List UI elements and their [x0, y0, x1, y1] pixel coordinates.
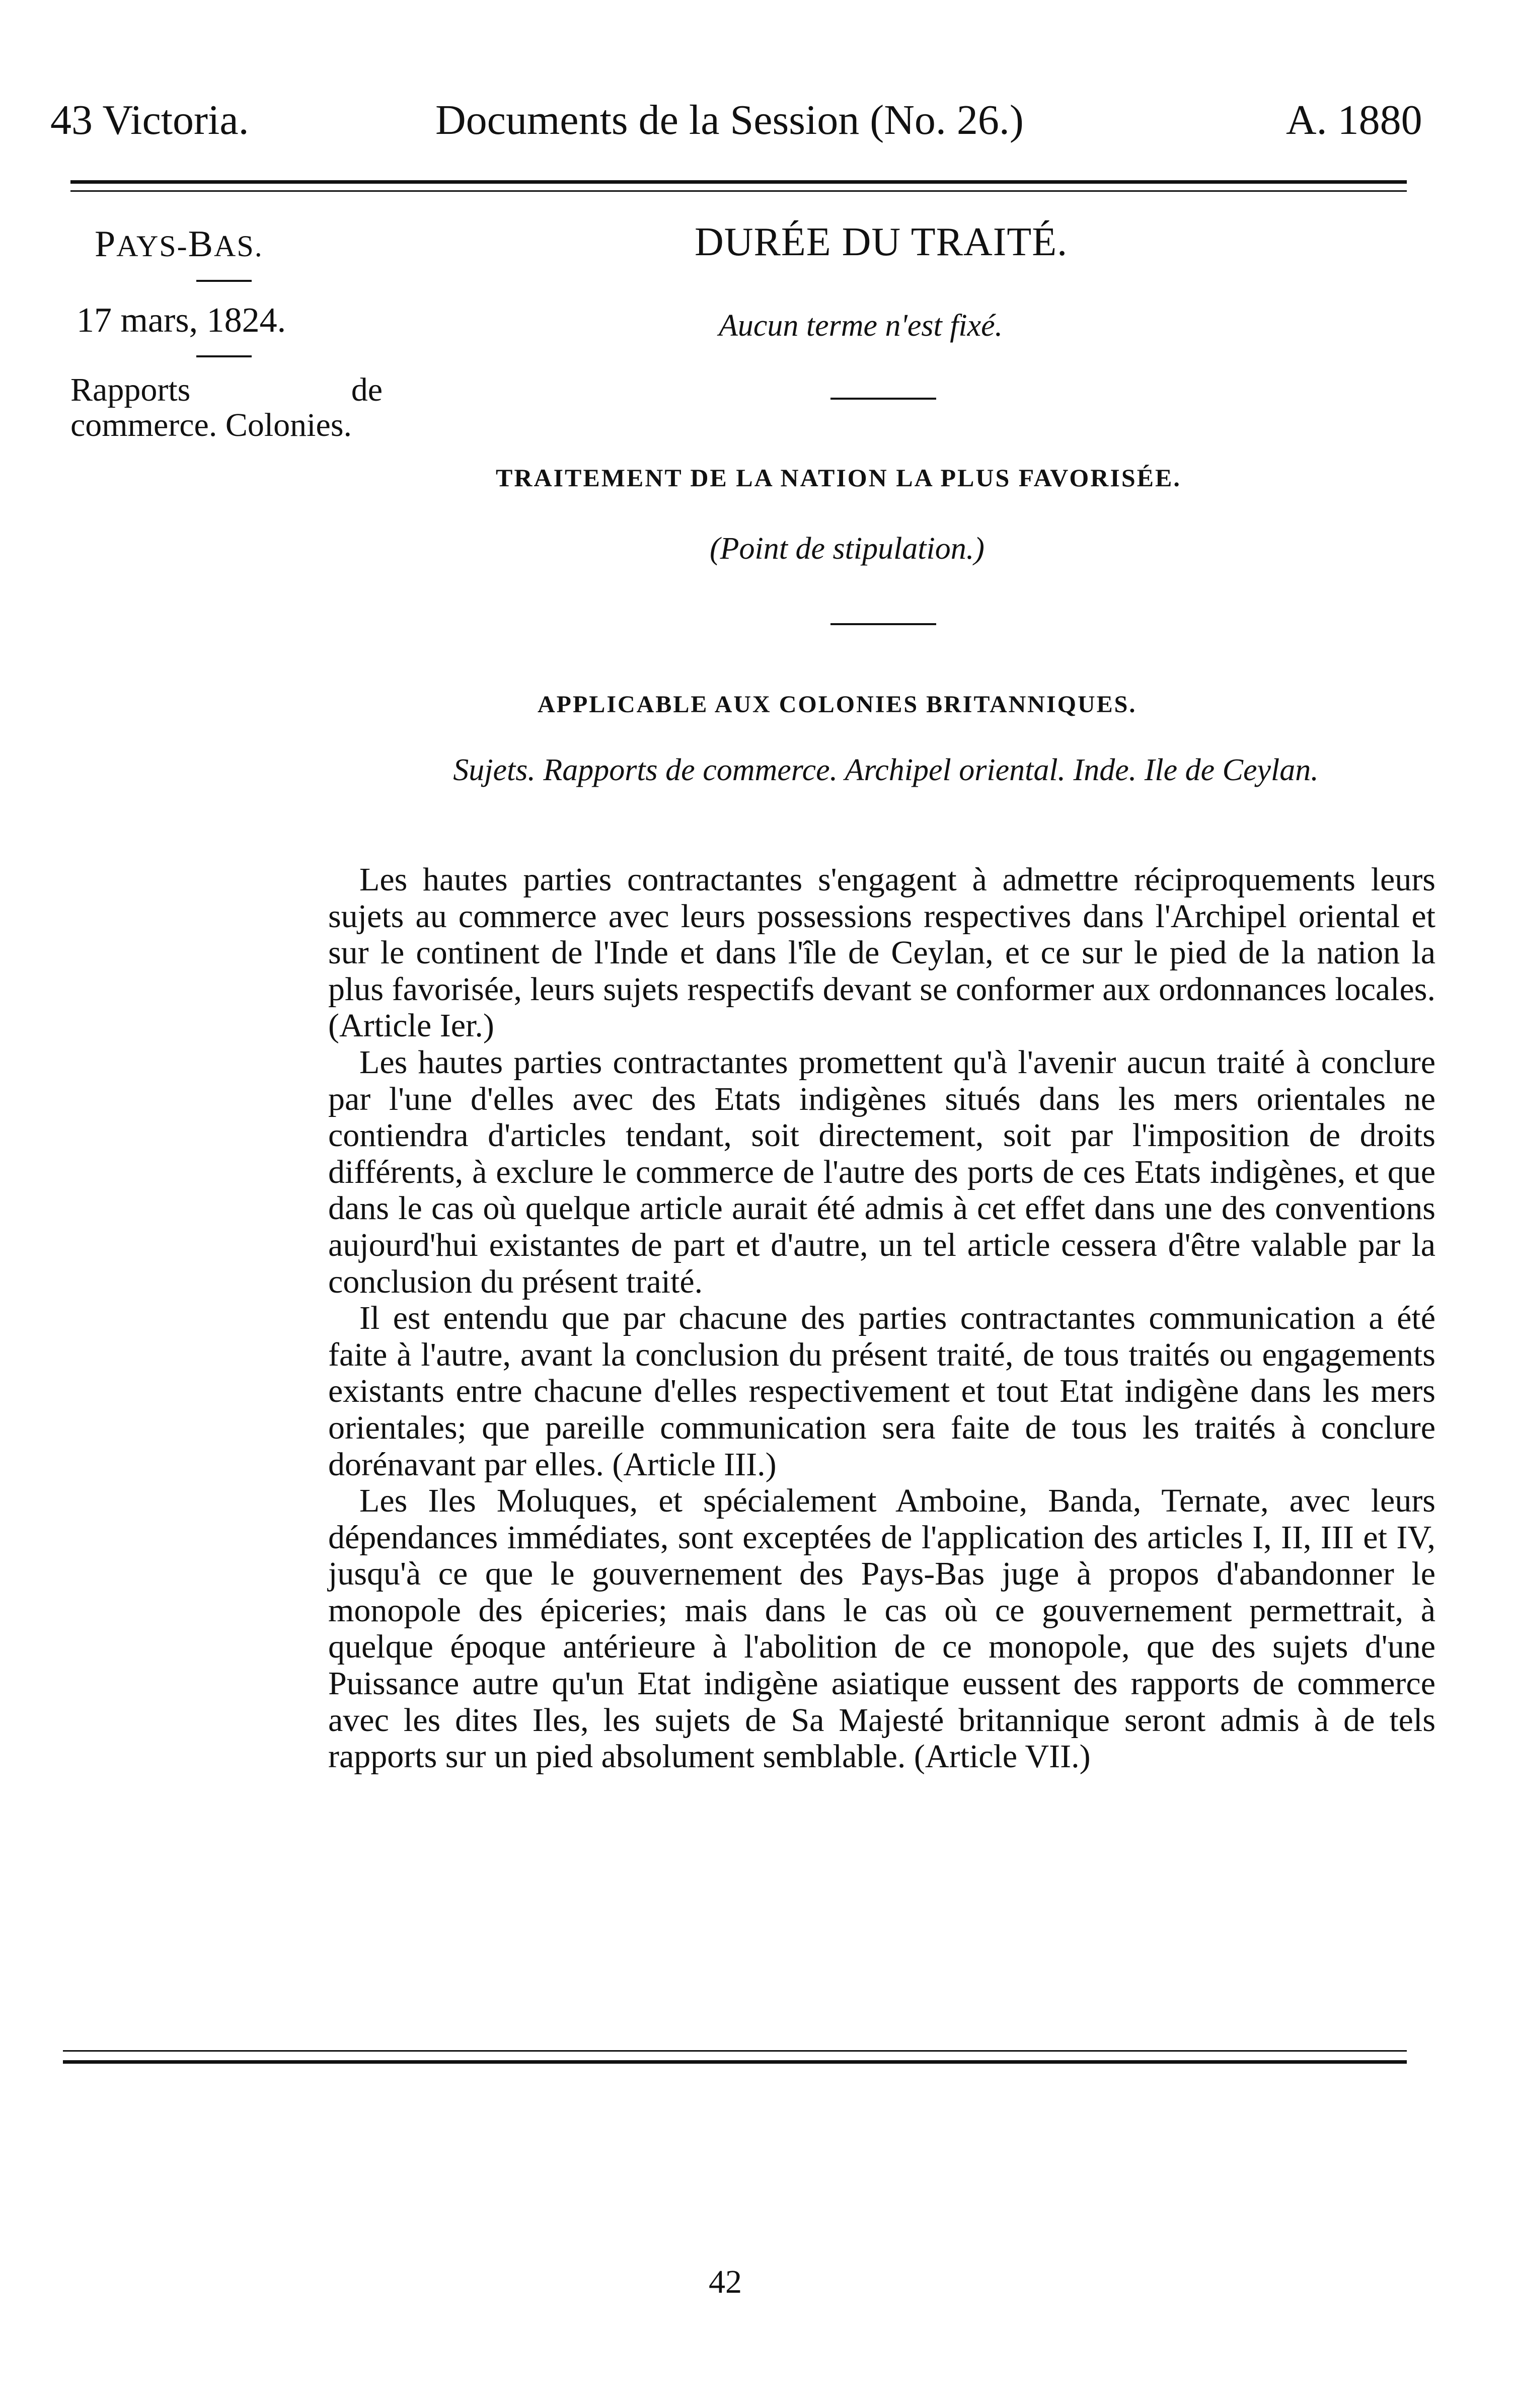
section-divider — [830, 623, 936, 625]
page-number: 42 — [709, 2264, 742, 2300]
header-volume: 43 Victoria. — [50, 97, 249, 143]
colonies-subjects: Sujets. Rapports de commerce. Archipel oriental. Inde. Ile de Ceylan. — [453, 753, 1319, 787]
footer-rule-thin — [63, 2050, 1407, 2052]
header-title: Documents de la Session (No. 26.) — [435, 97, 1024, 143]
footer-rule-thick — [63, 2060, 1407, 2064]
paragraph: Les hautes parties contractantes promettent qu'à l'avenir aucun traité à conclure par l'une d'elles avec des Etats indigènes situés dans les mers orientales ne contiendra d'articles tendant, soit directement, soit par l'imposition de droits différents, à exclure le commerce de l'autre des ports de ces Etats indigènes, et que dans le cas où quelque article aurait été admis à cet effet dans une des conventions aujourd'hui existantes de part et d'autre, un tel article cessera d'être valable par la conclusion du présent traité. — [328, 1043, 1435, 1300]
paragraph: Les Iles Moluques, et spécialement Amboine, Banda, Ternate, avec leurs dépendances immédiates, sont exceptées de l'application des articles I, II, III et IV, jusqu'à ce que le gouvernement des Pays-Bas juge à propos d'abandonner le monopole des épiceries; mais dans le cas où ce gouvernement permettrait, à quelque époque antérieure à l'abolition de ce monopole, que des sujets d'une Puissance autre qu'un Etat indigène asiatique eussent des rapports de commerce avec les dites Iles, les sujets de Sa Majesté britannique seront admis à de tels rapports sur un pied absolument semblable. (Article VII.) — [328, 1482, 1435, 1775]
header-rule-thin — [70, 190, 1407, 192]
section-divider — [830, 398, 936, 400]
duration-heading: DURÉE DU TRAITÉ. — [695, 220, 1068, 264]
margin-date: 17 mars, 1824. — [77, 301, 286, 340]
header-year: A. 1880 — [1286, 97, 1422, 143]
duration-note: Aucun terme n'est fixé. — [719, 309, 1003, 343]
margin-subject: Rapports de commerce. Colonies. — [70, 371, 383, 443]
margin-divider — [196, 280, 252, 282]
colonies-heading: APPLICABLE AUX COLONIES BRITANNIQUES. — [538, 691, 1137, 718]
header-rule-thick — [70, 180, 1407, 184]
treaty-body — [328, 862, 1435, 1775]
margin-country: PAYS-BAS. — [95, 223, 263, 265]
paragraph: Les hautes parties contractantes s'engagent à admettre réciproquements leurs sujets au commerce avec leurs possessions respectives dans l'Archipel oriental et sur le continent de l'Inde et dans l'île de Ceylan, et ce sur le pied de la nation la plus favorisée, leurs sujets respectifs devant se conformer aux ordonnances locales. (Article Ier.) — [328, 861, 1435, 1044]
mfn-heading: TRAITEMENT DE LA NATION LA PLUS FAVORISÉE. — [496, 464, 1181, 492]
mfn-note: (Point de stipulation.) — [710, 532, 985, 566]
paragraph: Il est entendu que par chacune des parties contractantes communication a été faite à l'autre, avant la conclusion du présent traité, de tous traités ou engagements existants entre chacune d'elles respectivement et tout Etat indigène dans les mers orientales; que pareille communication sera faite de tous les traités à conclure dorénavant par elles. (Article III.) — [328, 1300, 1435, 1483]
margin-divider — [196, 355, 252, 357]
